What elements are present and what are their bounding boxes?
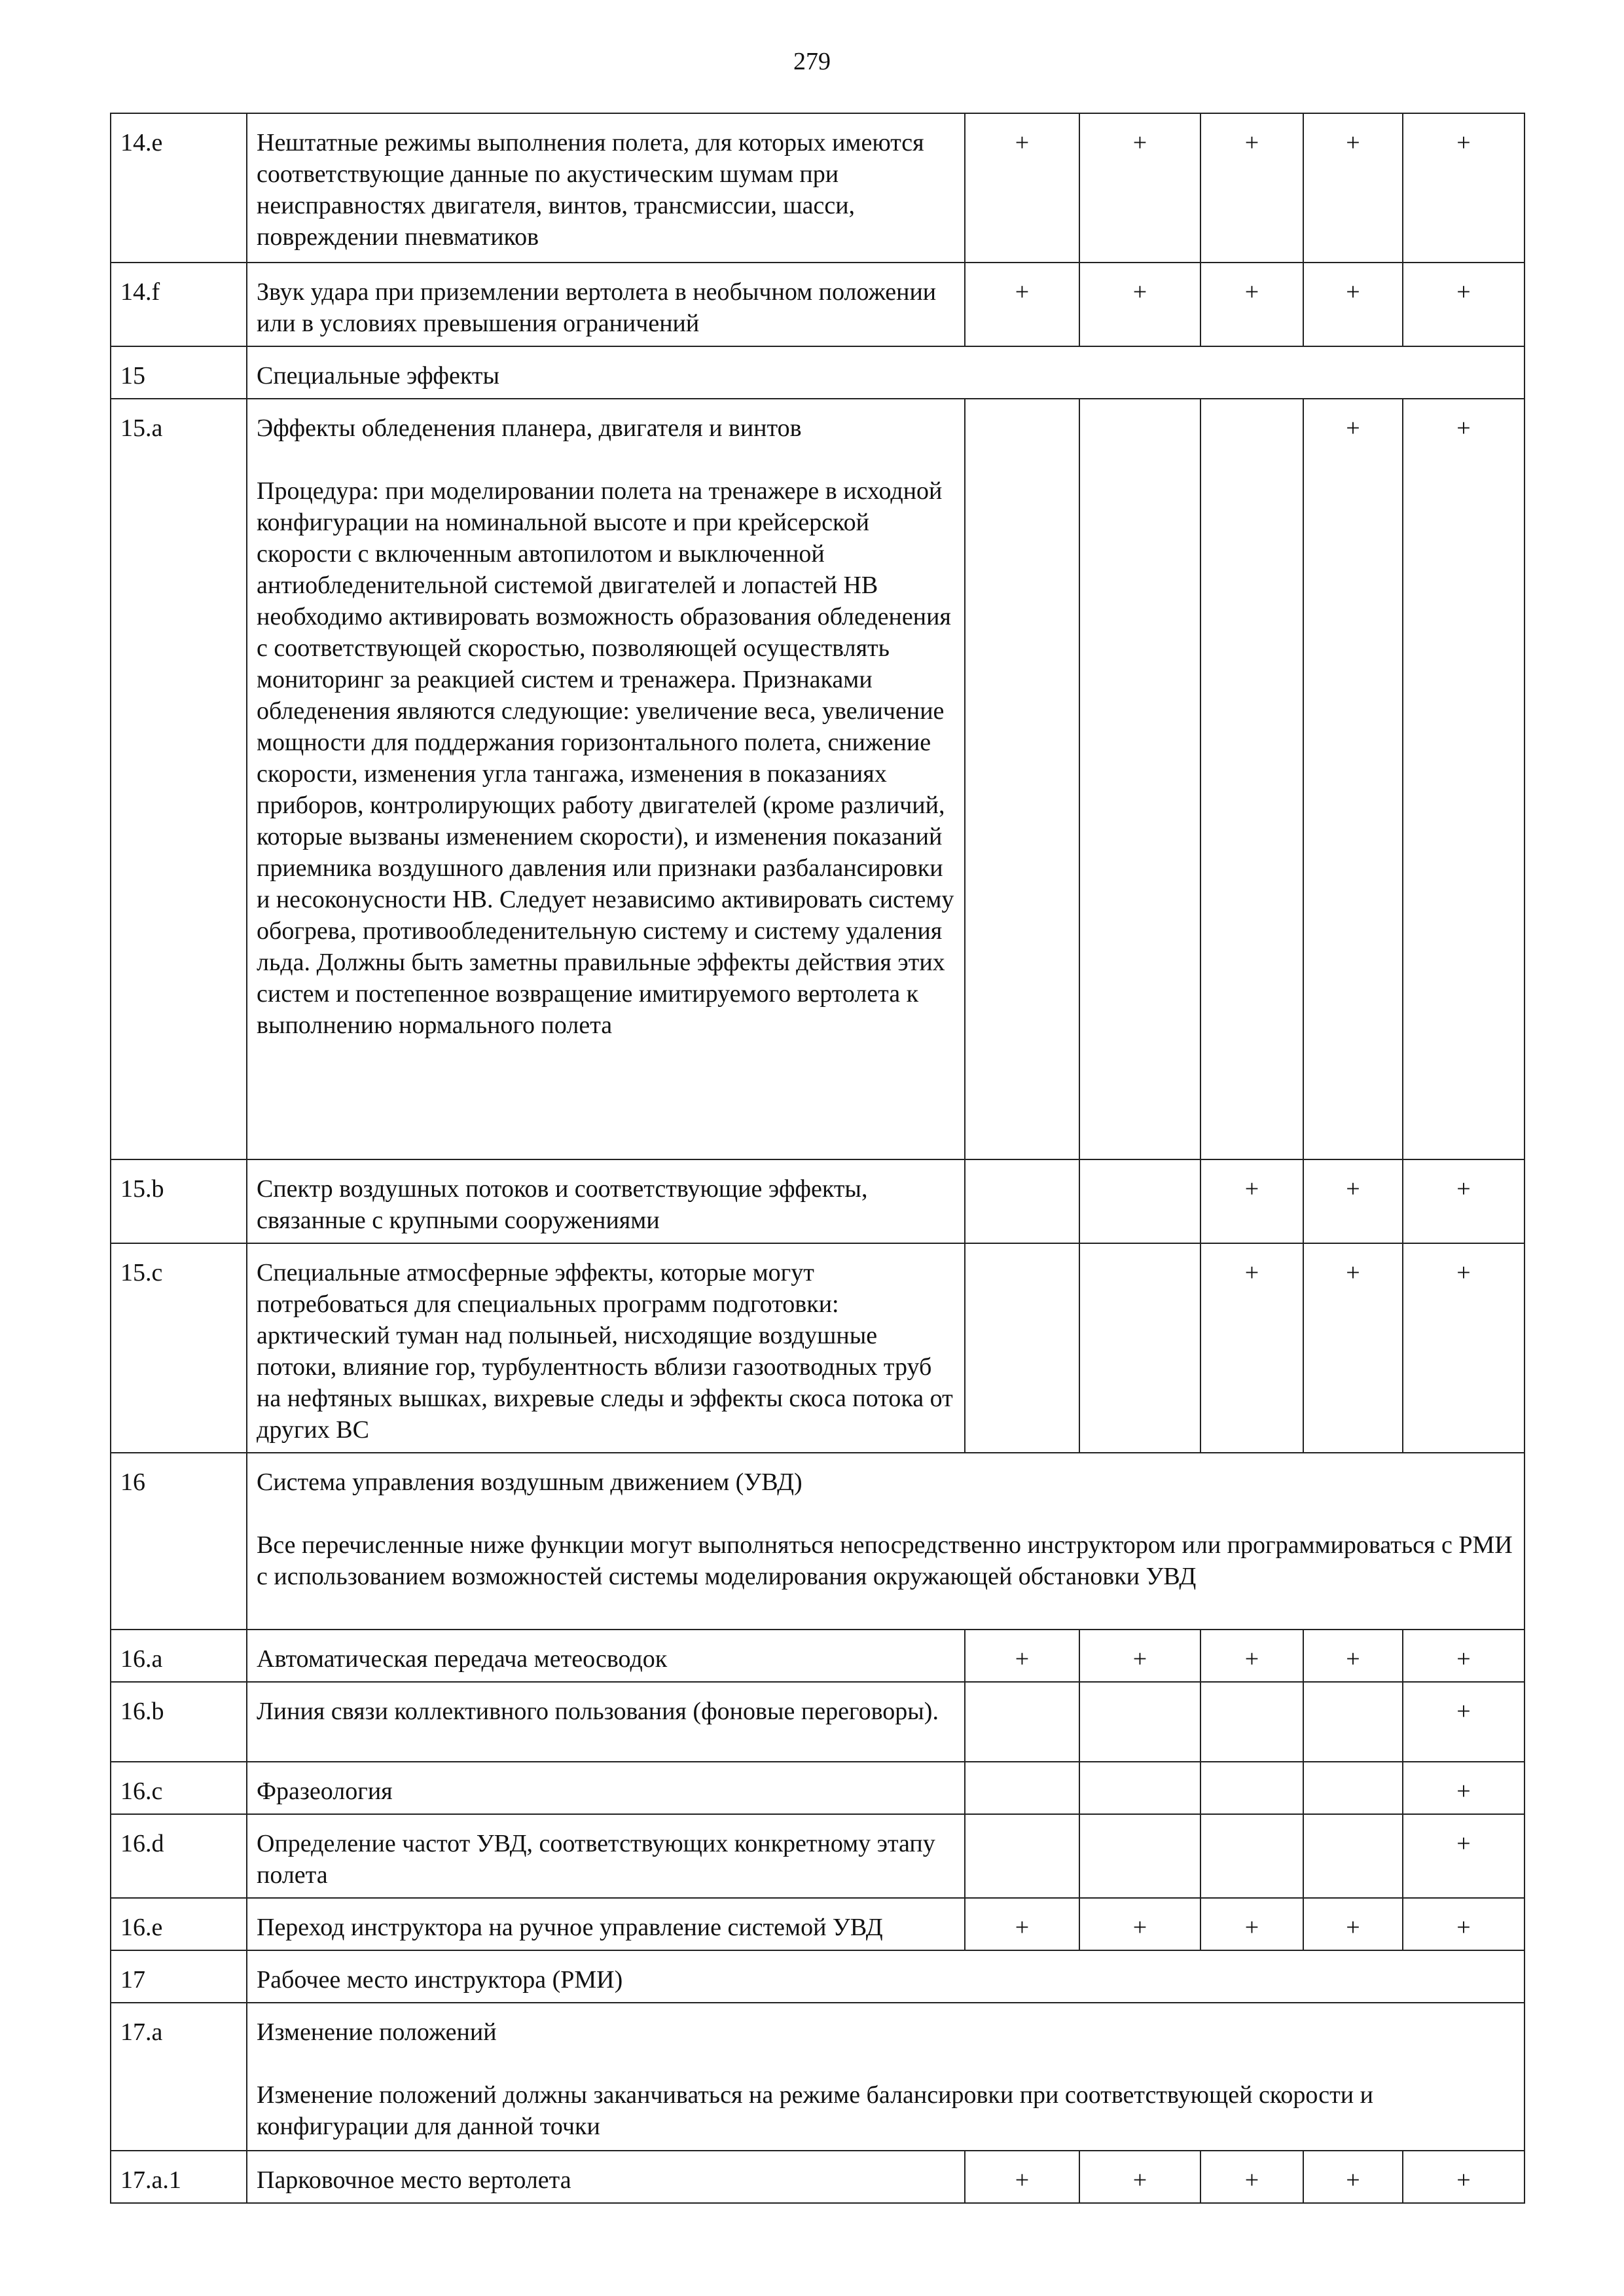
- row-description: Линия связи коллективного пользования (фоновые переговоры).: [247, 1682, 965, 1762]
- row-id: 16.b: [111, 1682, 247, 1762]
- level-mark: +: [1403, 1898, 1525, 1950]
- level-mark: [965, 399, 1079, 1159]
- level-mark: +: [965, 2151, 1079, 2203]
- level-mark: +: [1303, 1898, 1403, 1950]
- section-title: Система управления воздушным движением (УВД): [257, 1468, 803, 1496]
- section-cell: [247, 1453, 1525, 1630]
- row-id: 14.f: [111, 263, 247, 346]
- level-mark: +: [1303, 1159, 1403, 1243]
- level-mark: [1200, 1814, 1303, 1898]
- row-description: Звук удара при приземлении вертолета в необычном положении или в условиях превышения ограничений: [247, 263, 965, 346]
- row-id: 16: [111, 1453, 247, 1630]
- section-row: [111, 1950, 1525, 2003]
- level-mark: +: [1303, 2151, 1403, 2203]
- row-id: 15.c: [111, 1243, 247, 1453]
- level-mark: +: [965, 113, 1079, 263]
- level-mark: +: [1079, 263, 1200, 346]
- level-mark: [965, 1243, 1079, 1453]
- row-description: Специальные атмосферные эффекты, которые могут потребоваться для специальных программ подготовки: арктический туман над полыньей, нисходящие воздушные потоки, влияние гор, турбулентность вблизи газоотводных труб на нефтяных вышках, вихревые следы и эффекты скоса потока от других ВС: [247, 1243, 965, 1453]
- table-row: [111, 113, 1525, 263]
- table-row: [111, 1814, 1525, 1898]
- row-description: Парковочное место вертолета: [247, 2151, 965, 2203]
- row-id: 17.a: [111, 2003, 247, 2151]
- table-row: [111, 1630, 1525, 1682]
- level-mark: [1079, 1682, 1200, 1762]
- level-mark: +: [1403, 1814, 1525, 1898]
- section-row: [111, 2003, 1525, 2151]
- level-mark: [1303, 1762, 1403, 1814]
- row-description: Переход инструктора на ручное управление системой УВД: [247, 1898, 965, 1950]
- level-mark: [1200, 1682, 1303, 1762]
- table-row: [111, 1243, 1525, 1453]
- level-mark: +: [965, 1898, 1079, 1950]
- table-row: [111, 399, 1525, 1159]
- level-mark: +: [1403, 1682, 1525, 1762]
- row-description: Автоматическая передача метеосводок: [247, 1630, 965, 1682]
- level-mark: [1303, 1682, 1403, 1762]
- row-description: Нештатные режимы выполнения полета, для которых имеются соответствующие данные по акустическим шумам при неисправностях двигателя, винтов, трансмиссии, шасси, повреждении пневматиков: [247, 113, 965, 263]
- row-id: 17.a.1: [111, 2151, 247, 2203]
- row-id: 16.d: [111, 1814, 247, 1898]
- procedure-text: Процедура: при моделировании полета на тренажере в исходной конфигурации на номинальной высоте и при крейсерской скорости с включенным автопилотом и выключенной антиобледенительной системой двигателей и лопастей НВ необходимо активировать возможность образования обледенения с соответствующей скоростью, позволяющей осуществлять мониторинг за реакцией систем и тренажера. Признаками обледенения являются следующие: увеличение веса, увеличение мощности для поддержания горизонтального полета, снижение скорости, изменения угла тангажа, изменения в показаниях приборов, контролирующих работу двигателей (кроме различий, которые вызваны изменением скорости), и изменения показаний приемника воздушного давления или признаки разбалансировки и несоконусности НВ. Следует независимо активировать систему обогрева, противообледенительную систему и систему удаления льда. Должны быть заметны правильные эффекты действия этих систем и постепенное возвращение имитируемого вертолета к выполнению нормального полета: [257, 477, 954, 1039]
- row-id: 14.e: [111, 113, 247, 263]
- level-mark: +: [1403, 1762, 1525, 1814]
- row-id: 15.b: [111, 1159, 247, 1243]
- level-mark: [1079, 1159, 1200, 1243]
- level-mark: +: [1403, 1243, 1525, 1453]
- section-row: [111, 1453, 1525, 1630]
- row-description: Спектр воздушных потоков и соответствующие эффекты, связанные с крупными сооружениями: [247, 1159, 965, 1243]
- level-mark: +: [1079, 1630, 1200, 1682]
- row-id: 16.c: [111, 1762, 247, 1814]
- level-mark: [1200, 1762, 1303, 1814]
- level-mark: +: [1303, 113, 1403, 263]
- row-description: Фразеология: [247, 1762, 965, 1814]
- level-mark: [1303, 1814, 1403, 1898]
- level-mark: [965, 1682, 1079, 1762]
- table-row: [111, 2151, 1525, 2203]
- row-id: 17: [111, 1950, 247, 2003]
- level-mark: +: [1403, 2151, 1525, 2203]
- level-mark: +: [1200, 113, 1303, 263]
- section-row: [111, 346, 1525, 399]
- level-mark: +: [1200, 263, 1303, 346]
- level-mark: [1079, 1814, 1200, 1898]
- table-row: [111, 1682, 1525, 1762]
- row-description: [247, 399, 965, 1159]
- level-mark: [1079, 1243, 1200, 1453]
- section-note: Изменение положений должны заканчиваться на режиме балансировки при соответствующей скорости и конфигурации для данной точки: [257, 2081, 1373, 2140]
- level-mark: +: [1200, 1898, 1303, 1950]
- section-title: Специальные эффекты: [247, 346, 1525, 399]
- level-mark: +: [1200, 1630, 1303, 1682]
- level-mark: +: [965, 263, 1079, 346]
- row-id: 16.a: [111, 1630, 247, 1682]
- level-mark: +: [1403, 1630, 1525, 1682]
- level-mark: +: [1079, 2151, 1200, 2203]
- level-mark: [1079, 1762, 1200, 1814]
- row-id: 15.a: [111, 399, 247, 1159]
- level-mark: [965, 1762, 1079, 1814]
- row-id: 15: [111, 346, 247, 399]
- level-mark: [1200, 399, 1303, 1159]
- row-description: Определение частот УВД, соответствующих конкретному этапу полета: [247, 1814, 965, 1898]
- section-note: Все перечисленные ниже функции могут выполняться непосредственно инструктором или программироваться с РМИ с использованием возможностей системы моделирования окружающей обстановки УВД: [257, 1531, 1513, 1590]
- level-mark: +: [1200, 1243, 1303, 1453]
- table-row: [111, 1762, 1525, 1814]
- row-title: Эффекты обледенения планера, двигателя и винтов: [257, 414, 802, 442]
- page-number: 279: [793, 48, 831, 75]
- level-mark: +: [1200, 2151, 1303, 2203]
- level-mark: [1079, 399, 1200, 1159]
- level-mark: +: [1403, 399, 1525, 1159]
- level-mark: [965, 1814, 1079, 1898]
- level-mark: +: [1303, 263, 1403, 346]
- level-mark: +: [1200, 1159, 1303, 1243]
- level-mark: +: [1403, 113, 1525, 263]
- level-mark: [965, 1159, 1079, 1243]
- section-title: Рабочее место инструктора (РМИ): [247, 1950, 1525, 2003]
- level-mark: +: [1403, 263, 1525, 346]
- level-mark: +: [1303, 399, 1403, 1159]
- section-title: Изменение положений: [257, 2018, 497, 2046]
- level-mark: +: [1303, 1630, 1403, 1682]
- requirements-table: [110, 113, 1525, 2204]
- level-mark: +: [1403, 1159, 1525, 1243]
- table-row: [111, 263, 1525, 346]
- level-mark: +: [1079, 113, 1200, 263]
- table-row: [111, 1159, 1525, 1243]
- table-row: [111, 1898, 1525, 1950]
- row-id: 16.e: [111, 1898, 247, 1950]
- section-cell: [247, 2003, 1525, 2151]
- level-mark: +: [965, 1630, 1079, 1682]
- level-mark: +: [1079, 1898, 1200, 1950]
- level-mark: +: [1303, 1243, 1403, 1453]
